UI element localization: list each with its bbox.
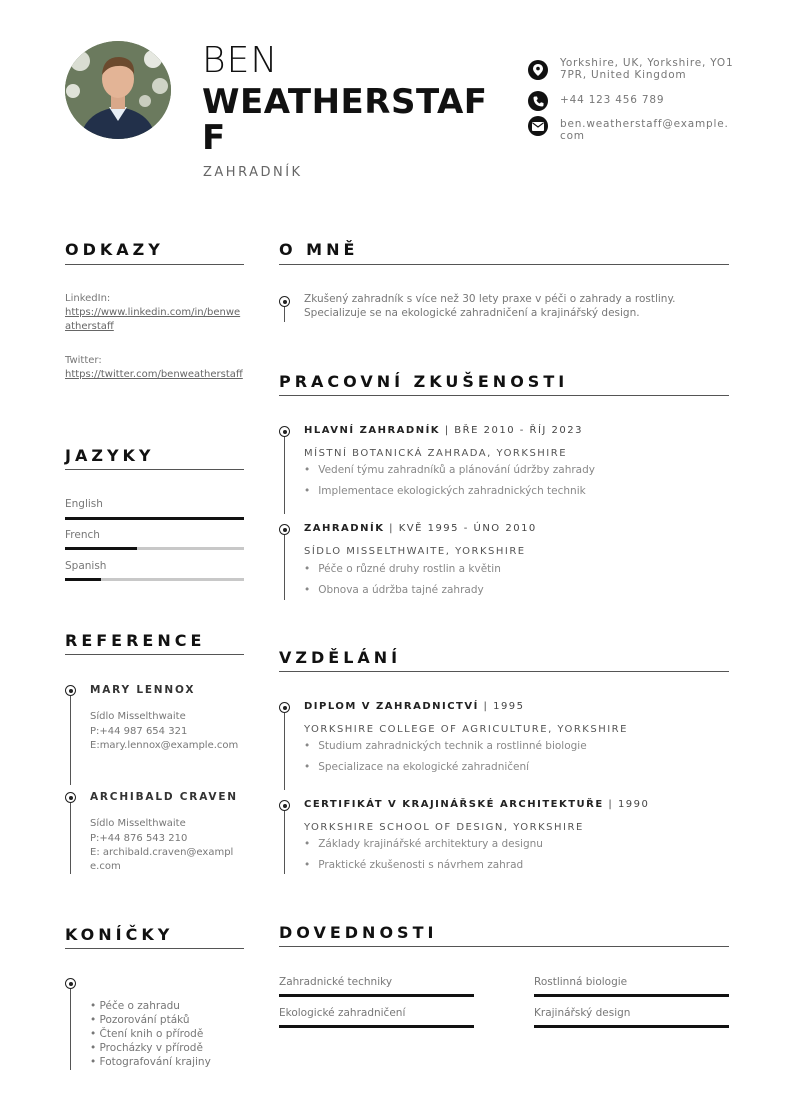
education-heading: VZDĚLÁNÍ: [279, 648, 402, 667]
contact-phone: +44 123 456 789: [560, 94, 665, 106]
hobby-item: • Pozorování ptáků: [90, 1014, 190, 1026]
twitter-label: Twitter:: [65, 355, 102, 366]
reference-name: ARCHIBALD CRAVEN: [90, 791, 238, 803]
job-date: | BŘE 2010 - ŘÍJ 2023: [444, 425, 583, 436]
reference-name: MARY LENNOX: [90, 684, 196, 696]
reference-company: Sídlo Misselthwaite: [90, 711, 186, 722]
language-bar: [65, 517, 244, 520]
phone-icon: [528, 91, 548, 111]
references-heading: REFERENCE: [65, 631, 206, 650]
education-school: YORKSHIRE COLLEGE OF AGRICULTURE, YORKSHIRE: [304, 724, 628, 735]
job-point: • Obnova a údržba tajné zahrady: [304, 584, 484, 596]
profile-photo: [65, 41, 171, 139]
hobby-item: • Péče o zahradu: [90, 1000, 180, 1012]
timeline-line: [70, 695, 71, 785]
job-title-line: [304, 425, 583, 436]
skill-bar: [534, 1025, 729, 1028]
about-heading: O MNĚ: [279, 240, 359, 259]
language-bar-fill: [65, 578, 101, 581]
education-title-line: [304, 799, 649, 810]
timeline-dot: [65, 792, 76, 803]
timeline-dot: [279, 800, 290, 811]
job-point: • Péče o různé druhy rostlin a květin: [304, 563, 501, 575]
language-bar: [65, 547, 244, 550]
job-point: • Implementace ekologických zahradnických technik: [304, 485, 586, 497]
hobby-item: • Čtení knih o přírodě: [90, 1028, 204, 1040]
experience-rule: [279, 395, 729, 396]
skill-bar: [279, 994, 474, 997]
language-bar-fill: [65, 517, 244, 520]
timeline-line: [70, 988, 71, 1070]
education-point: • Specializace na ekologické zahradničení: [304, 761, 529, 773]
timeline-line: [284, 810, 285, 874]
timeline-dot: [279, 524, 290, 535]
languages-rule: [65, 469, 244, 470]
skill-name: Krajinářský design: [534, 1007, 631, 1019]
linkedin-label: LinkedIn:: [65, 293, 111, 304]
job-company: MÍSTNÍ BOTANICKÁ ZAHRADA, YORKSHIRE: [304, 448, 568, 459]
skill-bar: [279, 1025, 474, 1028]
links-rule: [65, 264, 244, 265]
job-title: ZAHRADNÍK: [203, 165, 303, 180]
timeline-dot: [279, 296, 290, 307]
linkedin-link[interactable]: https://www.linkedin.com/in/benweatherstaff: [65, 307, 241, 332]
skill-name: Zahradnické techniky: [279, 976, 393, 988]
language-name: Spanish: [65, 560, 107, 572]
timeline-line: [284, 534, 285, 600]
education-point: • Studium zahradnických technik a rostlinné biologie: [304, 740, 587, 752]
timeline-dot: [65, 685, 76, 696]
about-rule: [279, 264, 729, 265]
job-title: HLAVNÍ ZAHRADNÍK: [304, 425, 441, 436]
skill-bar: [534, 994, 729, 997]
reference-phone: P:+44 876 543 210: [90, 833, 188, 844]
location-icon: [528, 60, 548, 80]
first-name: BEN: [202, 40, 279, 81]
hobby-item: • Procházky v přírodě: [90, 1042, 203, 1054]
timeline-line: [284, 436, 285, 514]
about-text: Zkušený zahradník s více než 30 lety praxe v péči o zahrady a rostliny. Specializuje se na ekologické zahradničení a krajinářský design.: [304, 293, 676, 319]
language-bar-fill: [65, 547, 137, 550]
education-point: • Základy krajinářské architektury a designu: [304, 838, 543, 850]
job-title: ZAHRADNÍK: [304, 523, 385, 534]
timeline-dot: [279, 702, 290, 713]
education-rule: [279, 671, 729, 672]
education-point: • Praktické zkušenosti s návrhem zahrad: [304, 859, 523, 871]
contact-email: ben.weatherstaff@example.com: [560, 118, 729, 142]
job-title-line: [304, 523, 537, 534]
education-school: YORKSHIRE SCHOOL OF DESIGN, YORKSHIRE: [304, 822, 584, 833]
twitter-link[interactable]: https://twitter.com/benweatherstaff: [65, 369, 243, 380]
skill-name: Rostlinná biologie: [534, 976, 628, 988]
reference-company: Sídlo Misselthwaite: [90, 818, 186, 829]
reference-email: E:mary.lennox@example.com: [90, 740, 239, 751]
skill-name: Ekologické zahradničení: [279, 1007, 406, 1019]
education-title: DIPLOM V ZAHRADNICTVÍ: [304, 701, 479, 712]
reference-phone: P:+44 987 654 321: [90, 726, 188, 737]
job-company: SÍDLO MISSELTHWAITE, YORKSHIRE: [304, 546, 526, 557]
language-name: English: [65, 498, 103, 510]
skills-heading: DOVEDNOSTI: [279, 923, 438, 942]
hobbies-heading: KONÍČKY: [65, 925, 174, 944]
hobbies-rule: [65, 948, 244, 949]
links-heading: ODKAZY: [65, 240, 164, 259]
hobby-item: • Fotografování krajiny: [90, 1056, 211, 1068]
experience-heading: PRACOVNÍ ZKUŠENOSTI: [279, 372, 569, 391]
hobbies-list: [90, 999, 211, 1069]
education-title-line: [304, 701, 525, 712]
timeline-line: [284, 712, 285, 790]
language-name: French: [65, 529, 100, 541]
timeline-line: [70, 802, 71, 874]
education-title: CERTIFIKÁT V KRAJINÁŘSKÉ ARCHITEKTUŘE: [304, 799, 604, 810]
languages-heading: JAZYKY: [65, 446, 155, 465]
timeline-dot: [65, 978, 76, 989]
reference-email: E: archibald.craven@example.com: [90, 847, 234, 872]
language-bar: [65, 578, 244, 581]
education-date: | 1990: [608, 799, 650, 810]
last-name: WEATHERSTAFF: [202, 82, 488, 158]
timeline-dot: [279, 426, 290, 437]
skills-rule: [279, 946, 729, 947]
education-date: | 1995: [483, 701, 525, 712]
job-date: | KVĚ 1995 - ÚNO 2010: [389, 523, 537, 534]
email-icon: [528, 116, 548, 136]
job-point: • Vedení týmu zahradníků a plánování údržby zahrady: [304, 464, 595, 476]
contact-address: Yorkshire, UK, Yorkshire, YO1 7PR, United Kingdom: [560, 57, 734, 81]
references-rule: [65, 654, 244, 655]
